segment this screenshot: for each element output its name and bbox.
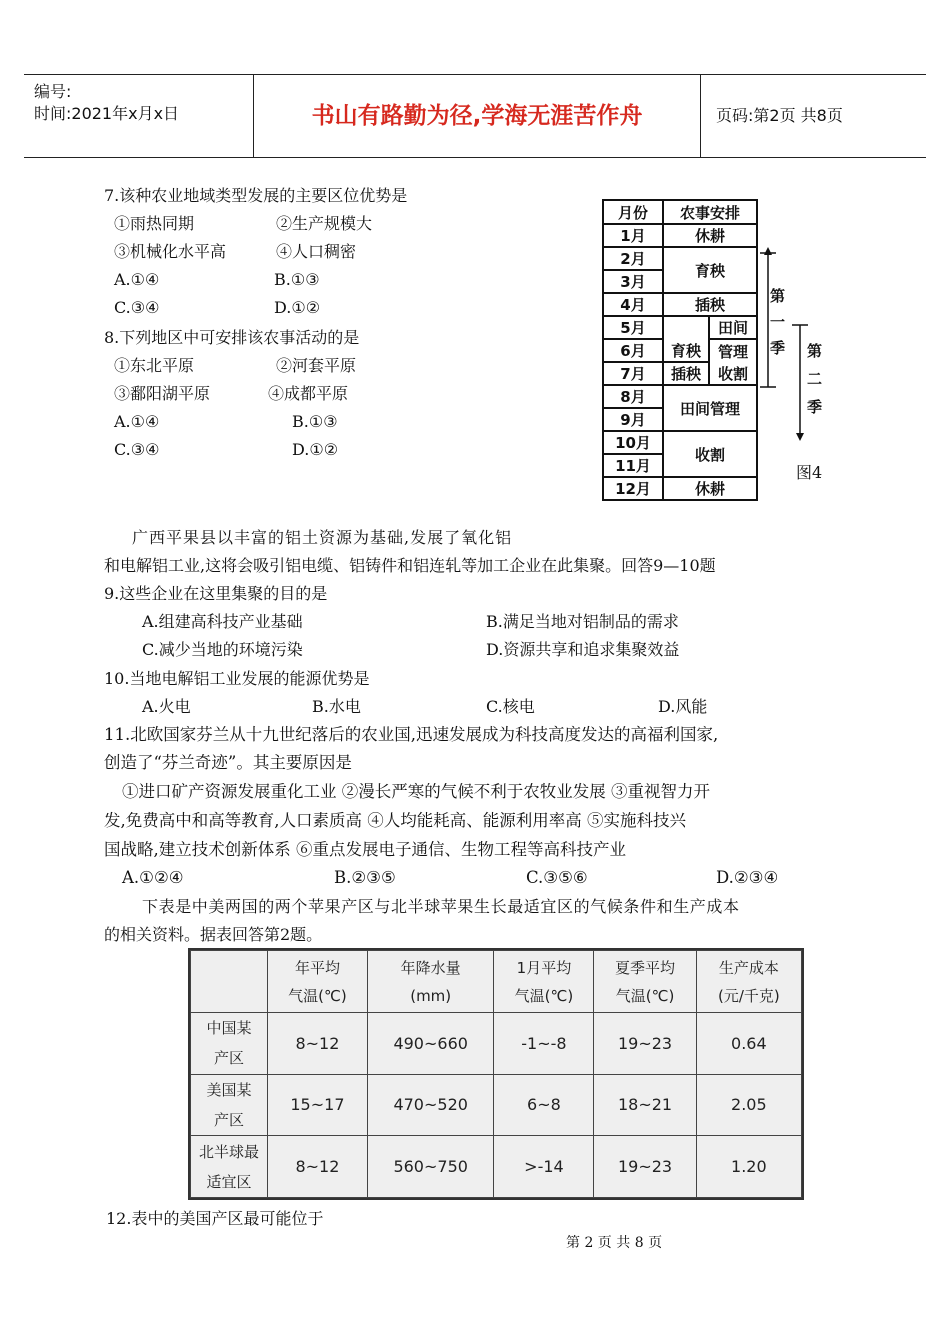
q8-stem: 8.下列地区中可安排该农事活动的是	[104, 328, 360, 347]
table-cell: 1.20	[696, 1136, 801, 1198]
row-name-l2: 产区	[213, 1110, 244, 1129]
q11-choice-a: A.①②④	[122, 868, 184, 887]
row-name-l2: 产区	[213, 1049, 244, 1068]
field-mgmt-line2: 管理	[709, 339, 757, 362]
task-nursery: 育秧	[663, 247, 757, 293]
task-rest-2: 休耕	[663, 477, 757, 500]
q8-opt3: ③鄱阳湖平原	[114, 384, 211, 403]
row-name	[191, 1013, 268, 1075]
task-harvest-short: 收割	[709, 362, 757, 385]
header-jan-temp	[494, 951, 594, 1013]
q9-choice-c: C.减少当地的环境污染	[142, 640, 303, 659]
header-annual-temp-l1: 年平均	[294, 958, 340, 977]
header-page-label: 页码:第2页 共8页	[716, 106, 843, 125]
task-harvest: 收割	[663, 431, 757, 477]
header-summer-temp	[594, 951, 696, 1013]
month-2: 2月	[603, 247, 663, 270]
q7-opt3: ③机械化水平高	[114, 242, 227, 261]
season1-arrow	[764, 247, 772, 255]
apple-table-header-row	[191, 951, 802, 1013]
month-10: 10月	[603, 431, 663, 454]
header-info	[24, 75, 254, 157]
q12-stem: 12.表中的美国产区最可能位于	[106, 1209, 324, 1228]
passage1-line1: 广西平果县以丰富的铝土资源为基础,发展了氧化铝	[132, 528, 513, 547]
number-label: 编号:	[34, 82, 72, 101]
q9-choice-d: D.资源共享和追求集聚效益	[486, 640, 680, 659]
header-cost-l2: (元/千克)	[717, 986, 780, 1005]
q8-choice-d: D.①②	[292, 440, 339, 459]
task-transplant-2: 插秧	[663, 362, 709, 385]
header-cost	[696, 951, 801, 1013]
header-cost-l1: 生产成本	[718, 958, 779, 977]
header-precip-l1: 年降水量	[400, 958, 461, 977]
table-row	[191, 1136, 802, 1198]
month-1: 1月	[603, 224, 663, 247]
time-label: 时间:2021年x月x日	[34, 104, 180, 123]
table-cell: 8~12	[268, 1013, 368, 1075]
table-cell: 18~21	[594, 1074, 696, 1136]
row-name-l1: 北半球最	[198, 1142, 259, 1161]
q11-choice-d: D.②③④	[716, 868, 779, 887]
month-4: 4月	[603, 293, 663, 316]
col-task-header: 农事安排	[663, 200, 757, 224]
q11-line3: ①进口矿产资源发展重化工业 ②漫长严寒的气候不利于农牧业发展 ③重视智力开	[122, 782, 710, 801]
table-cell: 15~17	[268, 1074, 368, 1136]
row-name	[191, 1074, 268, 1136]
table-cell: -1~-8	[494, 1013, 594, 1075]
passage1-line2: 和电解铝工业,这将会吸引铝电缆、铝铸件和铝连轧等加工企业在此集聚。回答9—10题	[104, 556, 716, 575]
q7-choice-a: A.①④	[114, 270, 160, 289]
schedule-table	[602, 199, 758, 501]
apple-table	[188, 948, 804, 1200]
task-nursery-2: 育秧	[663, 339, 709, 362]
row-name	[191, 1136, 268, 1198]
header-summer-temp-l2: 气温(℃)	[615, 986, 675, 1005]
season2-arrow	[796, 433, 804, 441]
q8-choice-c: C.③④	[114, 440, 160, 459]
row-name-l1: 中国某	[206, 1019, 252, 1038]
q7-stem: 7.该种农业地域类型发展的主要区位优势是	[104, 186, 408, 205]
header-jan-temp-l1: 1月平均	[516, 958, 572, 977]
q8-opt2: ②河套平原	[276, 356, 357, 375]
q7-choice-c: C.③④	[114, 298, 160, 317]
q11-line4: 发,免费高中和高等教育,人口素质高 ④人均能耗高、能源利用率高 ⑤实施科技兴	[104, 811, 686, 830]
table-cell: 470~520	[367, 1074, 494, 1136]
task-field-mgmt: 田间管理	[663, 385, 757, 431]
season1-char1: 第	[770, 287, 786, 305]
header-summer-temp-l1: 夏季平均	[615, 958, 676, 977]
apple-table-grid	[190, 950, 802, 1198]
header-motto: 书山有路勤为径,学海无涯苦作舟	[254, 75, 701, 157]
q7-choice-d: D.①②	[274, 298, 321, 317]
task-transplant: 插秧	[663, 293, 757, 316]
q11-line1: 11.北欧国家芬兰从十九世纪落后的农业国,迅速发展成为科技高度发达的高福利国家,	[104, 725, 719, 744]
q7-choice-b: B.①③	[274, 270, 320, 289]
q11-choice-c: C.③⑤⑥	[526, 868, 588, 887]
task-rest: 休耕	[663, 224, 757, 247]
month-12: 12月	[603, 477, 663, 500]
month-5: 5月	[603, 316, 663, 339]
month-9: 9月	[603, 408, 663, 431]
month-3: 3月	[603, 270, 663, 293]
page-header	[24, 74, 926, 158]
q8-opt1: ①东北平原	[114, 356, 195, 375]
header-jan-temp-l2: 气温(℃)	[514, 986, 574, 1005]
season1-char2: 一	[770, 313, 786, 331]
table-cell: 0.64	[696, 1013, 801, 1075]
table-row	[191, 1013, 802, 1075]
col-month-header: 月份	[603, 200, 663, 224]
month-6: 6月	[603, 339, 663, 362]
month-11: 11月	[603, 454, 663, 477]
q9-stem: 9.这些企业在这里集聚的目的是	[104, 584, 328, 603]
task-blank	[663, 316, 709, 339]
table-cell: 6~8	[494, 1074, 594, 1136]
row-name-l2: 适宜区	[206, 1172, 252, 1191]
season1-label	[770, 283, 788, 361]
field-mgmt-line1: 田间	[717, 319, 748, 337]
month-7: 7月	[603, 362, 663, 385]
header-annual-temp	[268, 951, 368, 1013]
q11-choice-b: B.②③⑤	[334, 868, 396, 887]
season1-char3: 季	[770, 339, 786, 357]
header-precip-l2: (mm)	[410, 986, 452, 1005]
table-cell: 19~23	[594, 1136, 696, 1198]
q10-choice-d: D.风能	[658, 697, 708, 716]
q8-opt4: ④成都平原	[268, 384, 349, 403]
q8-choice-b: B.①③	[292, 412, 338, 431]
passage2-line1: 下表是中美两国的两个苹果产区与北半球苹果生长最适宜区的气候条件和生产成本	[142, 897, 740, 916]
row-name-l1: 美国某	[206, 1080, 252, 1099]
q9-choice-a: A.组建高科技产业基础	[142, 612, 303, 631]
page-footer: 第 2 页 共 8 页	[566, 1235, 663, 1251]
q7-opt4: ④人口稠密	[276, 242, 357, 261]
q7-opt1: ①雨热同期	[114, 214, 195, 233]
q10-stem: 10.当地电解铝工业发展的能源优势是	[104, 669, 370, 688]
q8-choice-a: A.①④	[114, 412, 160, 431]
season2-char3: 季	[807, 398, 823, 416]
header-precip	[367, 951, 494, 1013]
table-cell: 19~23	[594, 1013, 696, 1075]
task-field-mgmt-1	[709, 316, 757, 339]
table-cell: 560~750	[367, 1136, 494, 1198]
figure-caption: 图4	[796, 463, 823, 482]
q10-choice-b: B.水电	[312, 697, 361, 716]
q10-choice-c: C.核电	[486, 697, 535, 716]
q11-line5: 国战略,建立技术创新体系 ⑥重点发展电子通信、生物工程等高科技产业	[104, 840, 626, 859]
q10-choice-a: A.火电	[142, 697, 191, 716]
season2-char1: 第	[807, 342, 823, 360]
header-annual-temp-l2: 气温(℃)	[288, 986, 347, 1005]
q9-choice-b: B.满足当地对铝制品的需求	[486, 612, 679, 631]
q11-line2: 创造了“芬兰奇迹”。其主要原因是	[104, 753, 352, 772]
season2-char2: 二	[807, 370, 823, 388]
header-corner	[191, 951, 268, 1013]
q7-opt2: ②生产规模大	[276, 214, 373, 233]
month-8: 8月	[603, 385, 663, 408]
table-cell: >-14	[494, 1136, 594, 1198]
passage2-line2: 的相关资料。据表回答第2题。	[104, 925, 323, 944]
table-cell: 490~660	[367, 1013, 494, 1075]
table-row	[191, 1074, 802, 1136]
season2-label	[807, 337, 825, 421]
table-cell: 8~12	[268, 1136, 368, 1198]
table-cell: 2.05	[696, 1074, 801, 1136]
